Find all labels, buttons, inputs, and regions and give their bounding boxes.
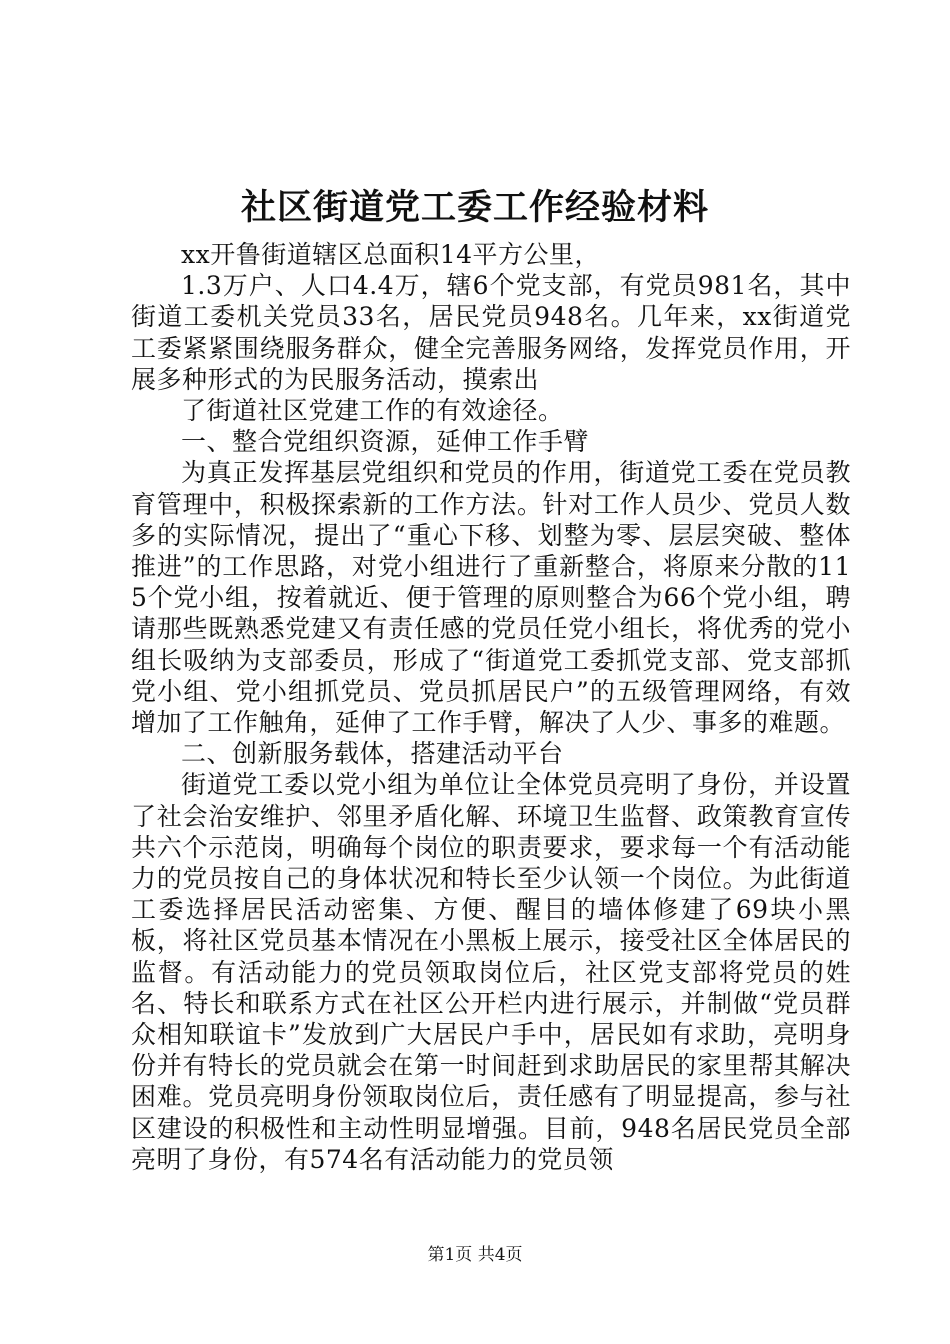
paragraph-intro-1: xx开鲁街道辖区总面积14平方公里，	[181, 240, 601, 269]
section-heading-1: 一、整合党组织资源，延伸工作手臂	[181, 427, 590, 457]
section-heading-2: 二、创新服务载体，搭建活动平台	[181, 739, 564, 769]
paragraph-intro-2: 1.3万户、人口4.4万，辖6个党支部，有党员981名，其中街道工委机关党员33名，居民党员948名。几年来，xx街道党工委紧紧围绕服务群众，健全完善服务网络，发挥党员作用，开展多种形式的为民服务活动，摸索出	[131, 271, 851, 394]
page-footer: 第1页 共4页	[427, 1245, 523, 1265]
document-title: 社区街道党工委工作经验材料	[240, 187, 709, 228]
document-body	[131, 239, 851, 1175]
paragraph-section-1: 为真正发挥基层党组织和党员的作用，街道党工委在党员教育管理中，积极探索新的工作方法。针对工作人员少、党员人数多的实际情况，提出了“重心下移、划整为零、层层突破、整体推进”的工作思路，对党小组进行了重新整合，将原来分散的115个党小组，按着就近、便于管理的原则整合为66个党小组，聘请那些既熟悉党建又有责任感的党员任党小组长，将优秀的党小组长吸纳为支部委员，形成了“街道党工委抓党支部、党支部抓党小组、党小组抓党员、党员抓居民户”的五级管理网络，有效增加了工作触角，延伸了工作手臂，解决了人少、事多的难题。	[131, 458, 851, 738]
paragraph-intro-3: 了街道社区党建工作的有效途径。	[181, 396, 564, 426]
paragraph-section-2: 街道党工委以党小组为单位让全体党员亮明了身份，并设置了社会治安维护、邻里矛盾化解、环境卫生监督、政策教育宣传共六个示范岗，明确每个岗位的职责要求，要求每一个有活动能力的党员按自己的身体状况和特长至少认领一个岗位。为此街道工委选择居民活动密集、方便、醒目的墙体修建了69块小黑板，将社区党员基本情况在小黑板上展示，接受社区全体居民的监督。有活动能力的党员领取岗位后，社区党支部将党员的姓名、特长和联系方式在社区公开栏内进行展示，并制做“党员群众相知联谊卡”发放到广大居民户手中，居民如有求助，亮明身份并有特长的党员就会在第一时间赶到求助居民的家里帮其解决困难。党员亮明身份领取岗位后，责任感有了明显提高，参与社区建设的积极性和主动性明显增强。目前，948名居民党员全部亮明了身份，有574名有活动能力的党员领	[131, 770, 851, 1174]
